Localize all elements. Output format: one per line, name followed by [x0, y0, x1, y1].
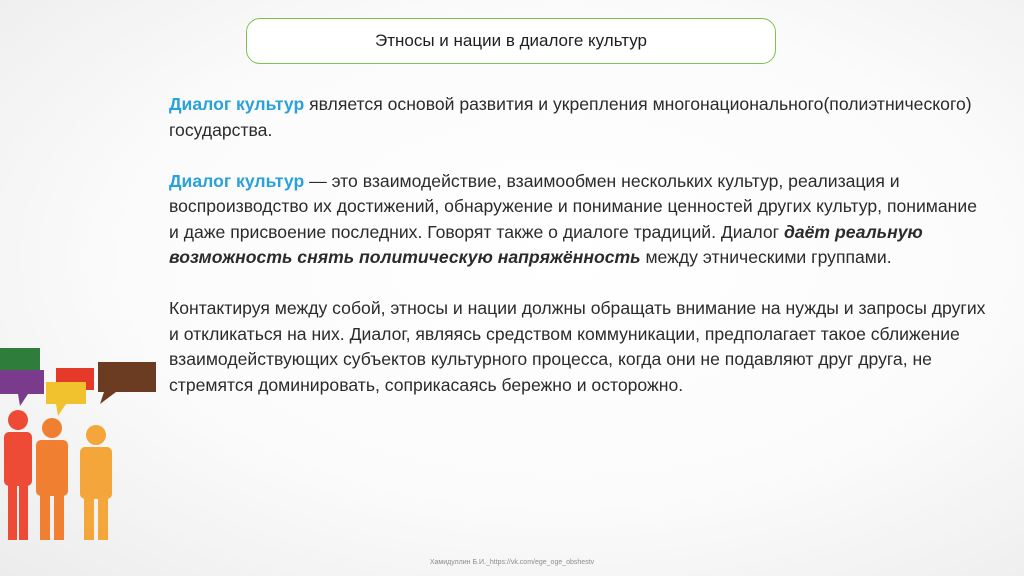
speech-bubble-yellow-icon: [46, 382, 86, 416]
paragraph-2-text: — это взаимодействие, взаимообмен нескольких культур, реализация и воспроизводство их достижений, обнаружение и понимание ценностей других культур, понимание и даже присвоение последних. Говорят также о диалоге традиций. Диалог: [169, 170, 978, 242]
slide-content: [169, 92, 989, 424]
paragraph-3: [169, 296, 989, 398]
paragraph-3-text: Контактируя между собой, этносы и нации должны обращать внимание на нужды и запросы других и откликаться на них. Диалог, являясь средством коммуникации, предполагает такое сближение взаимодействующих субъектов культурного процесса, когда они не подавляют друг друга, не стремятся доминировать, соприкасаясь бережно и осторожно.: [169, 298, 986, 395]
footer-credit: Хамидуллин Б.И._https://vk.com/ege_oge_obshestv: [429, 559, 595, 566]
paragraph-2-text-end: между этническими группами.: [640, 247, 892, 267]
speech-bubble-purple-icon: [0, 370, 44, 406]
person-red-icon: [4, 410, 32, 540]
person-light-orange-icon: [80, 425, 112, 540]
highlight-term: Диалог культур: [169, 94, 305, 114]
people-speech-illustration: [0, 340, 160, 540]
paragraph-1-text: является основой развития и укрепления многонационального(полиэтнического) государства.: [169, 94, 972, 140]
person-orange-icon: [36, 418, 68, 540]
emphasis-text: даёт реальную возможность снять политическую напряжённость: [169, 221, 923, 267]
title-box: [246, 18, 776, 64]
highlight-term: Диалог культур: [169, 170, 305, 191]
speech-bubble-brown-icon: [98, 362, 156, 404]
paragraph-2: [169, 169, 989, 271]
paragraph-1: [169, 92, 989, 143]
slide-title: Этносы и нации в диалоге культур: [375, 31, 647, 50]
